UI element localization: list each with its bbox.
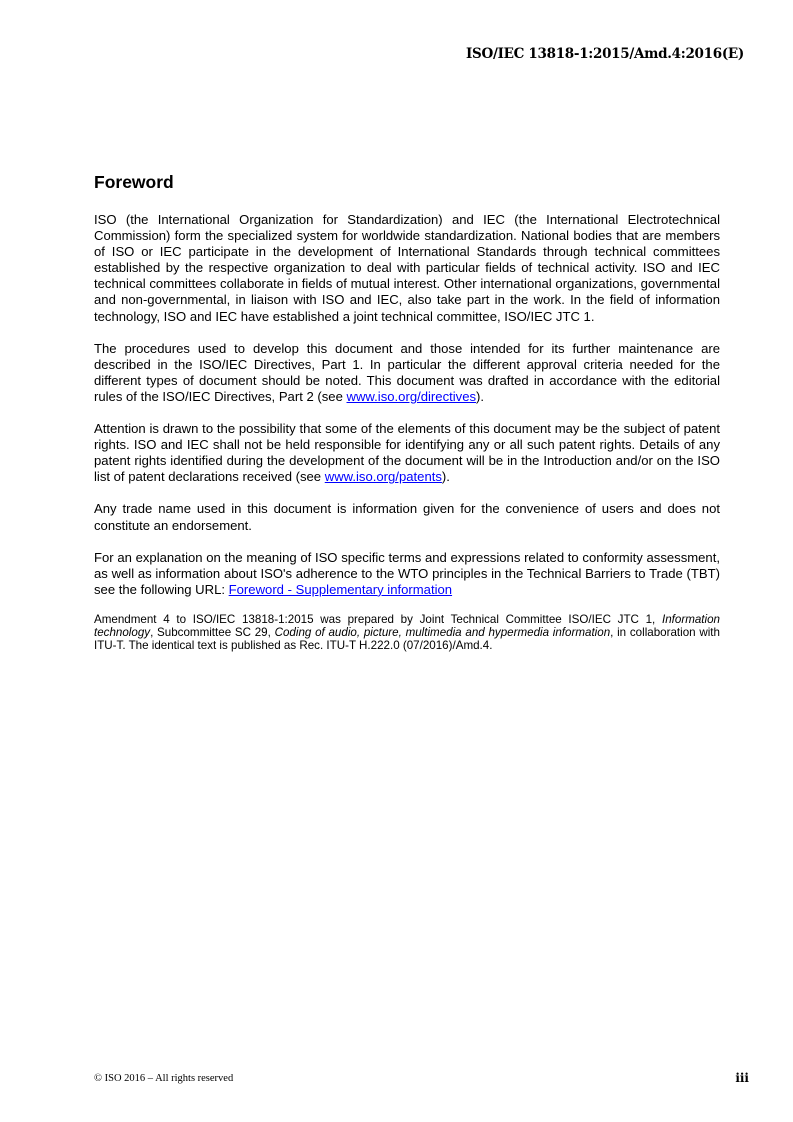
paragraph-iso-iec-intro: ISO (the International Organization for Standardization) and IEC (the International Electrotechnical Commission) form the specialized system for worldwide standardization. National bodies that are members of ISO or IEC participate in the development of International Standards through technical committees established by the respective organization to deal with particular fields of technical activity. ISO and IEC technical committees collaborate in fields of mutual interest. Other international organizations, governmental and non-governmental, in liaison with ISO and IEC, also take part in the work. In the field of information technology, ISO and IEC have established a joint technical committee, ISO/IEC JTC 1. — [94, 212, 720, 324]
foreword-supplementary-link[interactable]: Foreword - Supplementary information — [228, 581, 453, 597]
paragraph-text: , Subcommittee SC 29, — [150, 626, 275, 640]
paragraph-text: , in collaboration with ITU-T. The identical text is published as Rec. ITU-T H.222.0 (07/2016)/Amd.4. — [94, 626, 720, 653]
paragraph-patents — [94, 421, 720, 485]
page-title: Foreword — [94, 172, 174, 192]
paragraph-procedures — [94, 341, 720, 405]
copyright-footer: © ISO 2016 – All rights reserved — [94, 1073, 234, 1084]
foreword-body — [94, 212, 720, 668]
paragraph-text: For an explanation on the meaning of ISO specific terms and expressions related to conformity assessment, as well as information about ISO's adherence to the WTO principles in the Technical Barriers to Trade (TBT) see the following URL: — [94, 549, 720, 597]
paragraph-text: ). — [476, 388, 485, 404]
paragraph-amendment — [94, 613, 720, 653]
paragraph-trade-name: Any trade name used in this document is information given for the convenience of users and does not constitute an endorsement. — [94, 501, 720, 533]
paragraph-text: ). — [441, 469, 450, 485]
paragraph-text: Attention is drawn to the possibility that some of the elements of this document may be the subject of patent rights. ISO and IEC shall not be held responsible for identifying any or all such patent rights. Details of any patent rights identified during the development of the document will be in the Introduction and/or on the ISO list of patent declarations received (see — [94, 421, 720, 485]
subcommittee-name: Coding of audio, picture, multimedia and hypermedia information — [274, 626, 611, 640]
paragraph-text: The procedures used to develop this document and those intended for its further maintenance are described in the ISO/IEC Directives, Part 1. In particular the different approval criteria needed for the different types of document should be noted. This document was drafted in accordance with the editorial rules of the ISO/IEC Directives, Part 2 (see — [94, 340, 720, 404]
patents-link[interactable]: www.iso.org/patents — [324, 469, 442, 485]
paragraph-text: Amendment 4 to ISO/IEC 13818-1:2015 was prepared by Joint Technical Committee ISO/IEC JTC 1, — [94, 612, 662, 626]
document-id-header: ISO/IEC 13818-1:2015/Amd.4:2016(E) — [466, 46, 744, 62]
page-number: iii — [735, 1071, 749, 1085]
paragraph-conformity — [94, 550, 720, 598]
committee-name: Information technology — [94, 612, 720, 640]
directives-link[interactable]: www.iso.org/directives — [346, 388, 477, 404]
